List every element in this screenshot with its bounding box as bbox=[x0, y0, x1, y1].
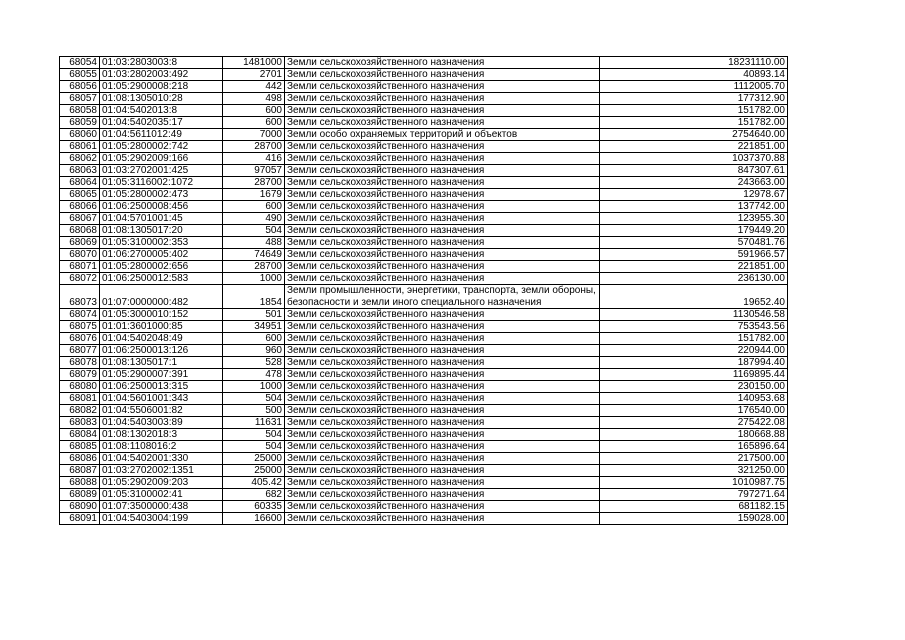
row-number-cell: 68091 bbox=[60, 513, 100, 525]
land-category-cell: Земли сельскохозяйственного назначения bbox=[285, 117, 600, 129]
table-row bbox=[60, 105, 788, 117]
table-row bbox=[60, 189, 788, 201]
area-cell: 488 bbox=[223, 237, 285, 249]
land-category-cell: Земли сельскохозяйственного назначения bbox=[285, 501, 600, 513]
land-category-cell: Земли промышленности, энергетики, транспорта, земли обороны, безопасности и земли иного специального назначения bbox=[285, 285, 600, 309]
area-cell: 97057 bbox=[223, 165, 285, 177]
row-number-cell: 68087 bbox=[60, 465, 100, 477]
cadastral-number-cell: 01:08:1302018:3 bbox=[100, 429, 223, 441]
cadastral-value-cell: 18231110.00 bbox=[600, 57, 788, 69]
cadastral-value-cell: 165896.64 bbox=[600, 441, 788, 453]
cadastral-value-cell: 321250.00 bbox=[600, 465, 788, 477]
row-number-cell: 68076 bbox=[60, 333, 100, 345]
cadastral-value-cell: 176540.00 bbox=[600, 405, 788, 417]
cadastral-number-cell: 01:08:1305010:28 bbox=[100, 93, 223, 105]
land-category-cell: Земли сельскохозяйственного назначения bbox=[285, 69, 600, 81]
cadastral-value-cell: 177312.90 bbox=[600, 93, 788, 105]
area-cell: 960 bbox=[223, 345, 285, 357]
cadastral-number-cell: 01:05:2900008:218 bbox=[100, 81, 223, 93]
land-category-cell: Земли сельскохозяйственного назначения bbox=[285, 381, 600, 393]
cadastral-value-cell: 137742.00 bbox=[600, 201, 788, 213]
cadastral-number-cell: 01:06:2500013:126 bbox=[100, 345, 223, 357]
area-cell: 1481000 bbox=[223, 57, 285, 69]
area-cell: 1000 bbox=[223, 381, 285, 393]
cadastral-value-cell: 179449.20 bbox=[600, 225, 788, 237]
cadastral-number-cell: 01:05:2800002:742 bbox=[100, 141, 223, 153]
row-number-cell: 68079 bbox=[60, 369, 100, 381]
table-row bbox=[60, 321, 788, 333]
land-category-cell: Земли сельскохозяйственного назначения bbox=[285, 189, 600, 201]
cadastral-number-cell: 01:05:3000010:152 bbox=[100, 309, 223, 321]
row-number-cell: 68063 bbox=[60, 165, 100, 177]
table-row bbox=[60, 453, 788, 465]
land-category-cell: Земли сельскохозяйственного назначения bbox=[285, 333, 600, 345]
area-cell: 478 bbox=[223, 369, 285, 381]
row-number-cell: 68060 bbox=[60, 129, 100, 141]
land-category-cell: Земли сельскохозяйственного назначения bbox=[285, 429, 600, 441]
cadastral-number-cell: 01:03:2702001:425 bbox=[100, 165, 223, 177]
land-category-cell: Земли сельскохозяйственного назначения bbox=[285, 489, 600, 501]
area-cell: 600 bbox=[223, 117, 285, 129]
land-category-cell: Земли сельскохозяйственного назначения bbox=[285, 465, 600, 477]
area-cell: 504 bbox=[223, 225, 285, 237]
land-category-cell: Земли сельскохозяйственного назначения bbox=[285, 213, 600, 225]
cadastral-value-cell: 19652.40 bbox=[600, 285, 788, 309]
cadastral-number-cell: 01:05:3100002:41 bbox=[100, 489, 223, 501]
table-row bbox=[60, 165, 788, 177]
land-category-cell: Земли сельскохозяйственного назначения bbox=[285, 177, 600, 189]
area-cell: 1679 bbox=[223, 189, 285, 201]
land-category-cell: Земли сельскохозяйственного назначения bbox=[285, 141, 600, 153]
land-category-cell: Земли сельскохозяйственного назначения bbox=[285, 165, 600, 177]
cadastral-number-cell: 01:08:1305017:1 bbox=[100, 357, 223, 369]
cadastral-number-cell: 01:06:2700005:402 bbox=[100, 249, 223, 261]
cadastral-value-cell: 1130546.58 bbox=[600, 309, 788, 321]
area-cell: 504 bbox=[223, 393, 285, 405]
cadastral-value-cell: 591966.57 bbox=[600, 249, 788, 261]
cadastral-number-cell: 01:06:2500013:315 bbox=[100, 381, 223, 393]
cadastral-value-cell: 151782.00 bbox=[600, 105, 788, 117]
cadastral-number-cell: 01:07:3500000:438 bbox=[100, 501, 223, 513]
row-number-cell: 68090 bbox=[60, 501, 100, 513]
table-row bbox=[60, 429, 788, 441]
cadastral-value-cell: 681182.15 bbox=[600, 501, 788, 513]
row-number-cell: 68080 bbox=[60, 381, 100, 393]
row-number-cell: 68086 bbox=[60, 453, 100, 465]
cadastral-value-cell: 847307.61 bbox=[600, 165, 788, 177]
area-cell: 504 bbox=[223, 441, 285, 453]
cadastral-number-cell: 01:04:5506001:82 bbox=[100, 405, 223, 417]
row-number-cell: 68085 bbox=[60, 441, 100, 453]
land-category-cell: Земли сельскохозяйственного назначения bbox=[285, 417, 600, 429]
area-cell: 405.42 bbox=[223, 477, 285, 489]
row-number-cell: 68061 bbox=[60, 141, 100, 153]
land-category-cell: Земли сельскохозяйственного назначения bbox=[285, 105, 600, 117]
cadastral-value-cell: 151782.00 bbox=[600, 333, 788, 345]
land-category-cell: Земли сельскохозяйственного назначения bbox=[285, 357, 600, 369]
cadastral-number-cell: 01:06:2500012:583 bbox=[100, 273, 223, 285]
row-number-cell: 68068 bbox=[60, 225, 100, 237]
cadastral-value-cell: 797271.64 bbox=[600, 489, 788, 501]
row-number-cell: 68062 bbox=[60, 153, 100, 165]
area-cell: 34951 bbox=[223, 321, 285, 333]
cadastral-number-cell: 01:04:5611012:49 bbox=[100, 129, 223, 141]
cadastral-number-cell: 01:06:2500008:456 bbox=[100, 201, 223, 213]
cadastral-number-cell: 01:04:5403004:199 bbox=[100, 513, 223, 525]
cadastral-value-cell: 12978.67 bbox=[600, 189, 788, 201]
land-category-cell: Земли сельскохозяйственного назначения bbox=[285, 309, 600, 321]
cadastral-number-cell: 01:05:2902009:203 bbox=[100, 477, 223, 489]
area-cell: 28700 bbox=[223, 141, 285, 153]
cadastral-value-cell: 159028.00 bbox=[600, 513, 788, 525]
table-row bbox=[60, 261, 788, 273]
cadastral-value-cell: 1010987.75 bbox=[600, 477, 788, 489]
row-number-cell: 68067 bbox=[60, 213, 100, 225]
cadastral-number-cell: 01:04:5402048:49 bbox=[100, 333, 223, 345]
table-row bbox=[60, 357, 788, 369]
cadastral-value-cell: 1169895.44 bbox=[600, 369, 788, 381]
table-row bbox=[60, 477, 788, 489]
row-number-cell: 68069 bbox=[60, 237, 100, 249]
land-category-cell: Земли сельскохозяйственного назначения bbox=[285, 393, 600, 405]
row-number-cell: 68057 bbox=[60, 93, 100, 105]
cadastral-value-cell: 151782.00 bbox=[600, 117, 788, 129]
cadastral-number-cell: 01:05:3100002:353 bbox=[100, 237, 223, 249]
table-row bbox=[60, 93, 788, 105]
cadastral-value-cell: 221851.00 bbox=[600, 141, 788, 153]
area-cell: 74649 bbox=[223, 249, 285, 261]
row-number-cell: 68066 bbox=[60, 201, 100, 213]
row-number-cell: 68054 bbox=[60, 57, 100, 69]
table-row bbox=[60, 213, 788, 225]
cadastral-value-cell: 140953.68 bbox=[600, 393, 788, 405]
land-category-cell: Земли особо охраняемых территорий и объектов bbox=[285, 129, 600, 141]
land-category-cell: Земли сельскохозяйственного назначения bbox=[285, 441, 600, 453]
table-row bbox=[60, 237, 788, 249]
cadastral-value-cell: 123955.30 bbox=[600, 213, 788, 225]
area-cell: 25000 bbox=[223, 465, 285, 477]
area-cell: 28700 bbox=[223, 261, 285, 273]
area-cell: 1000 bbox=[223, 273, 285, 285]
cadastral-value-cell: 217500.00 bbox=[600, 453, 788, 465]
table-row bbox=[60, 81, 788, 93]
table-row bbox=[60, 393, 788, 405]
table-row bbox=[60, 177, 788, 189]
cadastral-number-cell: 01:03:2702002:1351 bbox=[100, 465, 223, 477]
cadastral-number-cell: 01:05:3116002:1072 bbox=[100, 177, 223, 189]
land-category-cell: Земли сельскохозяйственного назначения bbox=[285, 273, 600, 285]
land-category-cell: Земли сельскохозяйственного назначения bbox=[285, 345, 600, 357]
cadastral-number-cell: 01:04:5601001:343 bbox=[100, 393, 223, 405]
table-row bbox=[60, 441, 788, 453]
table-row bbox=[60, 201, 788, 213]
land-category-cell: Земли сельскохозяйственного назначения bbox=[285, 81, 600, 93]
cadastral-number-cell: 01:01:3601000:85 bbox=[100, 321, 223, 333]
cadastral-number-cell: 01:04:5402001:330 bbox=[100, 453, 223, 465]
cadastral-number-cell: 01:04:5701001:45 bbox=[100, 213, 223, 225]
row-number-cell: 68081 bbox=[60, 393, 100, 405]
row-number-cell: 68074 bbox=[60, 309, 100, 321]
table-row bbox=[60, 465, 788, 477]
cadastral-value-cell: 236130.00 bbox=[600, 273, 788, 285]
cadastral-value-cell: 275422.08 bbox=[600, 417, 788, 429]
cadastral-number-cell: 01:04:5402035:17 bbox=[100, 117, 223, 129]
table-row bbox=[60, 69, 788, 81]
land-category-cell: Земли сельскохозяйственного назначения bbox=[285, 153, 600, 165]
area-cell: 416 bbox=[223, 153, 285, 165]
table-row bbox=[60, 225, 788, 237]
land-category-cell: Земли сельскохозяйственного назначения bbox=[285, 225, 600, 237]
table-row bbox=[60, 309, 788, 321]
table-row bbox=[60, 141, 788, 153]
cadastral-value-cell: 221851.00 bbox=[600, 261, 788, 273]
land-category-cell: Земли сельскохозяйственного назначения bbox=[285, 237, 600, 249]
area-cell: 600 bbox=[223, 333, 285, 345]
land-category-cell: Земли сельскохозяйственного назначения bbox=[285, 201, 600, 213]
cadastral-value-cell: 243663.00 bbox=[600, 177, 788, 189]
cadastral-number-cell: 01:05:2800002:656 bbox=[100, 261, 223, 273]
row-number-cell: 68078 bbox=[60, 357, 100, 369]
area-cell: 500 bbox=[223, 405, 285, 417]
table-row bbox=[60, 57, 788, 69]
land-category-cell: Земли сельскохозяйственного назначения bbox=[285, 513, 600, 525]
cadastral-value-cell: 187994.40 bbox=[600, 357, 788, 369]
row-number-cell: 68084 bbox=[60, 429, 100, 441]
cadastral-number-cell: 01:08:1305017:20 bbox=[100, 225, 223, 237]
table-row bbox=[60, 489, 788, 501]
table-row bbox=[60, 285, 788, 309]
cadastral-number-cell: 01:03:2802003:492 bbox=[100, 69, 223, 81]
land-category-cell: Земли сельскохозяйственного назначения bbox=[285, 453, 600, 465]
table-row bbox=[60, 405, 788, 417]
table-row bbox=[60, 345, 788, 357]
cadastral-number-cell: 01:03:2803003:8 bbox=[100, 57, 223, 69]
table-row bbox=[60, 153, 788, 165]
land-category-cell: Земли сельскохозяйственного назначения bbox=[285, 93, 600, 105]
cadastral-number-cell: 01:05:2900007:391 bbox=[100, 369, 223, 381]
area-cell: 600 bbox=[223, 105, 285, 117]
land-category-cell: Земли сельскохозяйственного назначения bbox=[285, 261, 600, 273]
cadastral-value-cell: 180668.88 bbox=[600, 429, 788, 441]
cadastral-value-cell: 1112005.70 bbox=[600, 81, 788, 93]
row-number-cell: 68083 bbox=[60, 417, 100, 429]
area-cell: 490 bbox=[223, 213, 285, 225]
land-category-cell: Земли сельскохозяйственного назначения bbox=[285, 369, 600, 381]
row-number-cell: 68065 bbox=[60, 189, 100, 201]
table-row bbox=[60, 273, 788, 285]
land-category-cell: Земли сельскохозяйственного назначения bbox=[285, 477, 600, 489]
land-category-cell: Земли сельскохозяйственного назначения bbox=[285, 57, 600, 69]
table-row bbox=[60, 501, 788, 513]
table-row bbox=[60, 369, 788, 381]
row-number-cell: 68089 bbox=[60, 489, 100, 501]
row-number-cell: 68070 bbox=[60, 249, 100, 261]
table-row bbox=[60, 249, 788, 261]
table-row bbox=[60, 513, 788, 525]
area-cell: 498 bbox=[223, 93, 285, 105]
land-category-cell: Земли сельскохозяйственного назначения bbox=[285, 321, 600, 333]
land-category-cell: Земли сельскохозяйственного назначения bbox=[285, 249, 600, 261]
row-number-cell: 68055 bbox=[60, 69, 100, 81]
area-cell: 2701 bbox=[223, 69, 285, 81]
cadastral-value-cell: 753543.56 bbox=[600, 321, 788, 333]
cadastral-value-cell: 2754640.00 bbox=[600, 129, 788, 141]
land-category-cell: Земли сельскохозяйственного назначения bbox=[285, 405, 600, 417]
area-cell: 11631 bbox=[223, 417, 285, 429]
area-cell: 528 bbox=[223, 357, 285, 369]
cadastral-value-table bbox=[59, 56, 788, 525]
cadastral-number-cell: 01:08:1108016:2 bbox=[100, 441, 223, 453]
document-page bbox=[59, 56, 788, 525]
cadastral-value-cell: 40893.14 bbox=[600, 69, 788, 81]
area-cell: 682 bbox=[223, 489, 285, 501]
cadastral-number-cell: 01:07:0000000:482 bbox=[100, 285, 223, 309]
row-number-cell: 68082 bbox=[60, 405, 100, 417]
area-cell: 60335 bbox=[223, 501, 285, 513]
table-row bbox=[60, 381, 788, 393]
area-cell: 442 bbox=[223, 81, 285, 93]
cadastral-number-cell: 01:05:2800002:473 bbox=[100, 189, 223, 201]
table-body bbox=[60, 57, 788, 525]
area-cell: 25000 bbox=[223, 453, 285, 465]
area-cell: 504 bbox=[223, 429, 285, 441]
cadastral-value-cell: 220944.00 bbox=[600, 345, 788, 357]
table-row bbox=[60, 417, 788, 429]
cadastral-value-cell: 570481.76 bbox=[600, 237, 788, 249]
cadastral-number-cell: 01:04:5403003:89 bbox=[100, 417, 223, 429]
row-number-cell: 68077 bbox=[60, 345, 100, 357]
row-number-cell: 68064 bbox=[60, 177, 100, 189]
table-row bbox=[60, 117, 788, 129]
table-row bbox=[60, 333, 788, 345]
cadastral-value-cell: 230150.00 bbox=[600, 381, 788, 393]
area-cell: 600 bbox=[223, 201, 285, 213]
row-number-cell: 68072 bbox=[60, 273, 100, 285]
row-number-cell: 68056 bbox=[60, 81, 100, 93]
table-row bbox=[60, 129, 788, 141]
area-cell: 28700 bbox=[223, 177, 285, 189]
cadastral-number-cell: 01:05:2902009:166 bbox=[100, 153, 223, 165]
area-cell: 501 bbox=[223, 309, 285, 321]
cadastral-number-cell: 01:04:5402013:8 bbox=[100, 105, 223, 117]
row-number-cell: 68088 bbox=[60, 477, 100, 489]
row-number-cell: 68059 bbox=[60, 117, 100, 129]
row-number-cell: 68073 bbox=[60, 285, 100, 309]
cadastral-value-cell: 1037370.88 bbox=[600, 153, 788, 165]
row-number-cell: 68071 bbox=[60, 261, 100, 273]
area-cell: 16600 bbox=[223, 513, 285, 525]
area-cell: 1854 bbox=[223, 285, 285, 309]
area-cell: 7000 bbox=[223, 129, 285, 141]
row-number-cell: 68075 bbox=[60, 321, 100, 333]
row-number-cell: 68058 bbox=[60, 105, 100, 117]
